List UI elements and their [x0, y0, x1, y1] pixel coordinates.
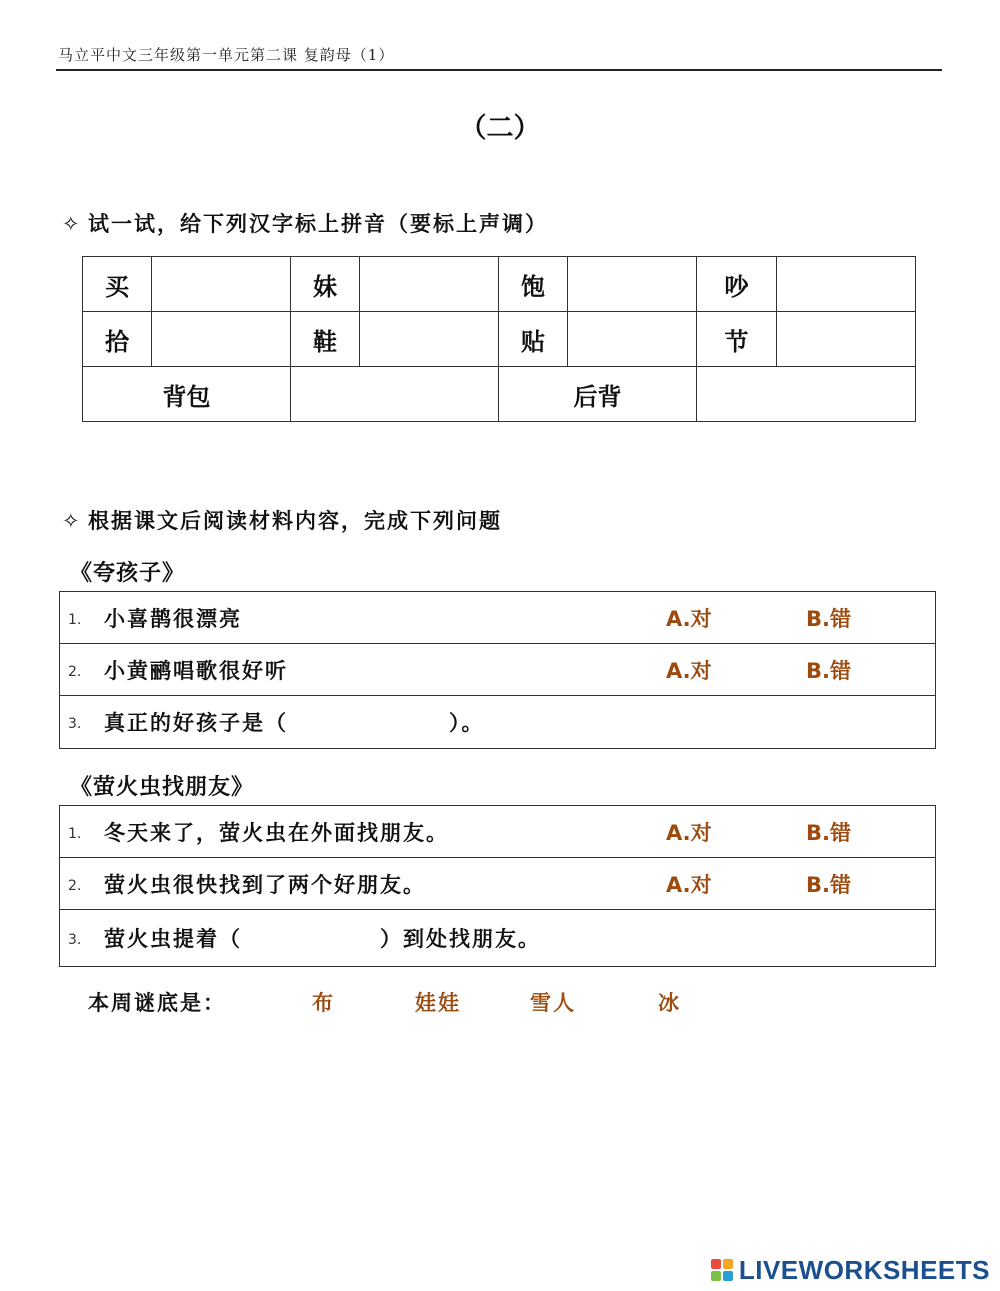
question-number: 3. [68, 932, 82, 948]
option-b[interactable]: B.错 [806, 873, 851, 897]
pinyin-table [82, 256, 916, 422]
question-number: 1. [68, 612, 82, 628]
question-box [59, 805, 936, 967]
question-row [60, 696, 935, 748]
pinyin-answer-blank[interactable] [152, 312, 291, 367]
pinyin-answer-blank[interactable] [568, 312, 697, 367]
question-number: 1. [68, 826, 82, 842]
sparkle-icon: ✧ [62, 509, 82, 533]
logo-block [711, 1271, 721, 1281]
pinyin-row [83, 312, 916, 367]
hanzi-cell: 节 [697, 312, 777, 367]
question-text: 小黄鹂唱歌很好听 [104, 659, 288, 683]
pinyin-answer-blank[interactable] [360, 257, 499, 312]
hanzi-cell: 背包 [83, 367, 291, 422]
hanzi-cell: 鞋 [291, 312, 360, 367]
page-title: （二） [459, 113, 541, 144]
hanzi-cell: 妹 [291, 257, 360, 312]
riddle-label: 本周谜底是： [88, 991, 226, 1015]
option-b[interactable]: B.错 [806, 821, 851, 845]
riddle-option[interactable]: 布 [312, 991, 335, 1015]
riddle-option[interactable]: 雪人 [530, 991, 576, 1015]
section-reading-heading [62, 505, 502, 535]
pinyin-row [83, 367, 916, 422]
hanzi-cell: 贴 [499, 312, 568, 367]
option-a[interactable]: A.对 [666, 607, 712, 631]
section-pinyin-text: 试一试，给下列汉字标上拼音（要标上声调） [88, 212, 548, 236]
pinyin-row [83, 257, 916, 312]
hanzi-cell: 饱 [499, 257, 568, 312]
question-row [60, 592, 935, 644]
option-b[interactable]: B.错 [806, 659, 851, 683]
question-fill-blank[interactable]: 萤火虫提着（ ）到处找朋友。 [104, 927, 541, 951]
question-row [60, 806, 935, 858]
question-box [59, 591, 936, 749]
question-row [60, 910, 935, 966]
riddle-option[interactable]: 娃娃 [415, 991, 461, 1015]
logo-text: LIVEWORKSHEETS [738, 1254, 990, 1285]
pinyin-answer-blank[interactable] [777, 257, 916, 312]
section-reading-text: 根据课文后阅读材料内容，完成下列问题 [88, 509, 502, 533]
question-text: 萤火虫很快找到了两个好朋友。 [104, 873, 426, 897]
option-a[interactable]: A.对 [666, 821, 712, 845]
liveworksheets-logo [711, 1255, 990, 1285]
pinyin-answer-blank[interactable] [568, 257, 697, 312]
sparkle-icon: ✧ [62, 212, 82, 236]
logo-block [723, 1271, 733, 1281]
pinyin-answer-blank[interactable] [291, 367, 499, 422]
option-a[interactable]: A.对 [666, 873, 712, 897]
pinyin-answer-blank[interactable] [360, 312, 499, 367]
logo-blocks-icon [711, 1259, 733, 1281]
logo-block [711, 1259, 721, 1269]
hanzi-cell: 拾 [83, 312, 152, 367]
question-fill-blank[interactable]: 真正的好孩子是（ ）。 [104, 711, 485, 735]
question-number: 2. [68, 664, 82, 680]
pinyin-answer-blank[interactable] [697, 367, 916, 422]
story-title: 《夸孩子》 [70, 561, 186, 586]
page-header: 马立平中文三年级第一单元第二课 复韵母（1） [58, 46, 395, 64]
question-text: 小喜鹊很漂亮 [104, 607, 242, 631]
option-a[interactable]: A.对 [666, 659, 712, 683]
hanzi-cell: 买 [83, 257, 152, 312]
question-number: 3. [68, 716, 82, 732]
option-b[interactable]: B.错 [806, 607, 851, 631]
hanzi-cell: 后背 [499, 367, 697, 422]
header-divider [56, 69, 942, 71]
question-row [60, 644, 935, 696]
pinyin-answer-blank[interactable] [777, 312, 916, 367]
riddle-option[interactable]: 冰 [658, 991, 681, 1015]
question-number: 2. [68, 878, 82, 894]
question-row [60, 858, 935, 910]
story-title: 《萤火虫找朋友》 [70, 775, 255, 800]
pinyin-answer-blank[interactable] [152, 257, 291, 312]
section-pinyin-heading [62, 208, 548, 238]
logo-block [723, 1259, 733, 1269]
question-text: 冬天来了，萤火虫在外面找朋友。 [104, 821, 449, 845]
hanzi-cell: 吵 [697, 257, 777, 312]
